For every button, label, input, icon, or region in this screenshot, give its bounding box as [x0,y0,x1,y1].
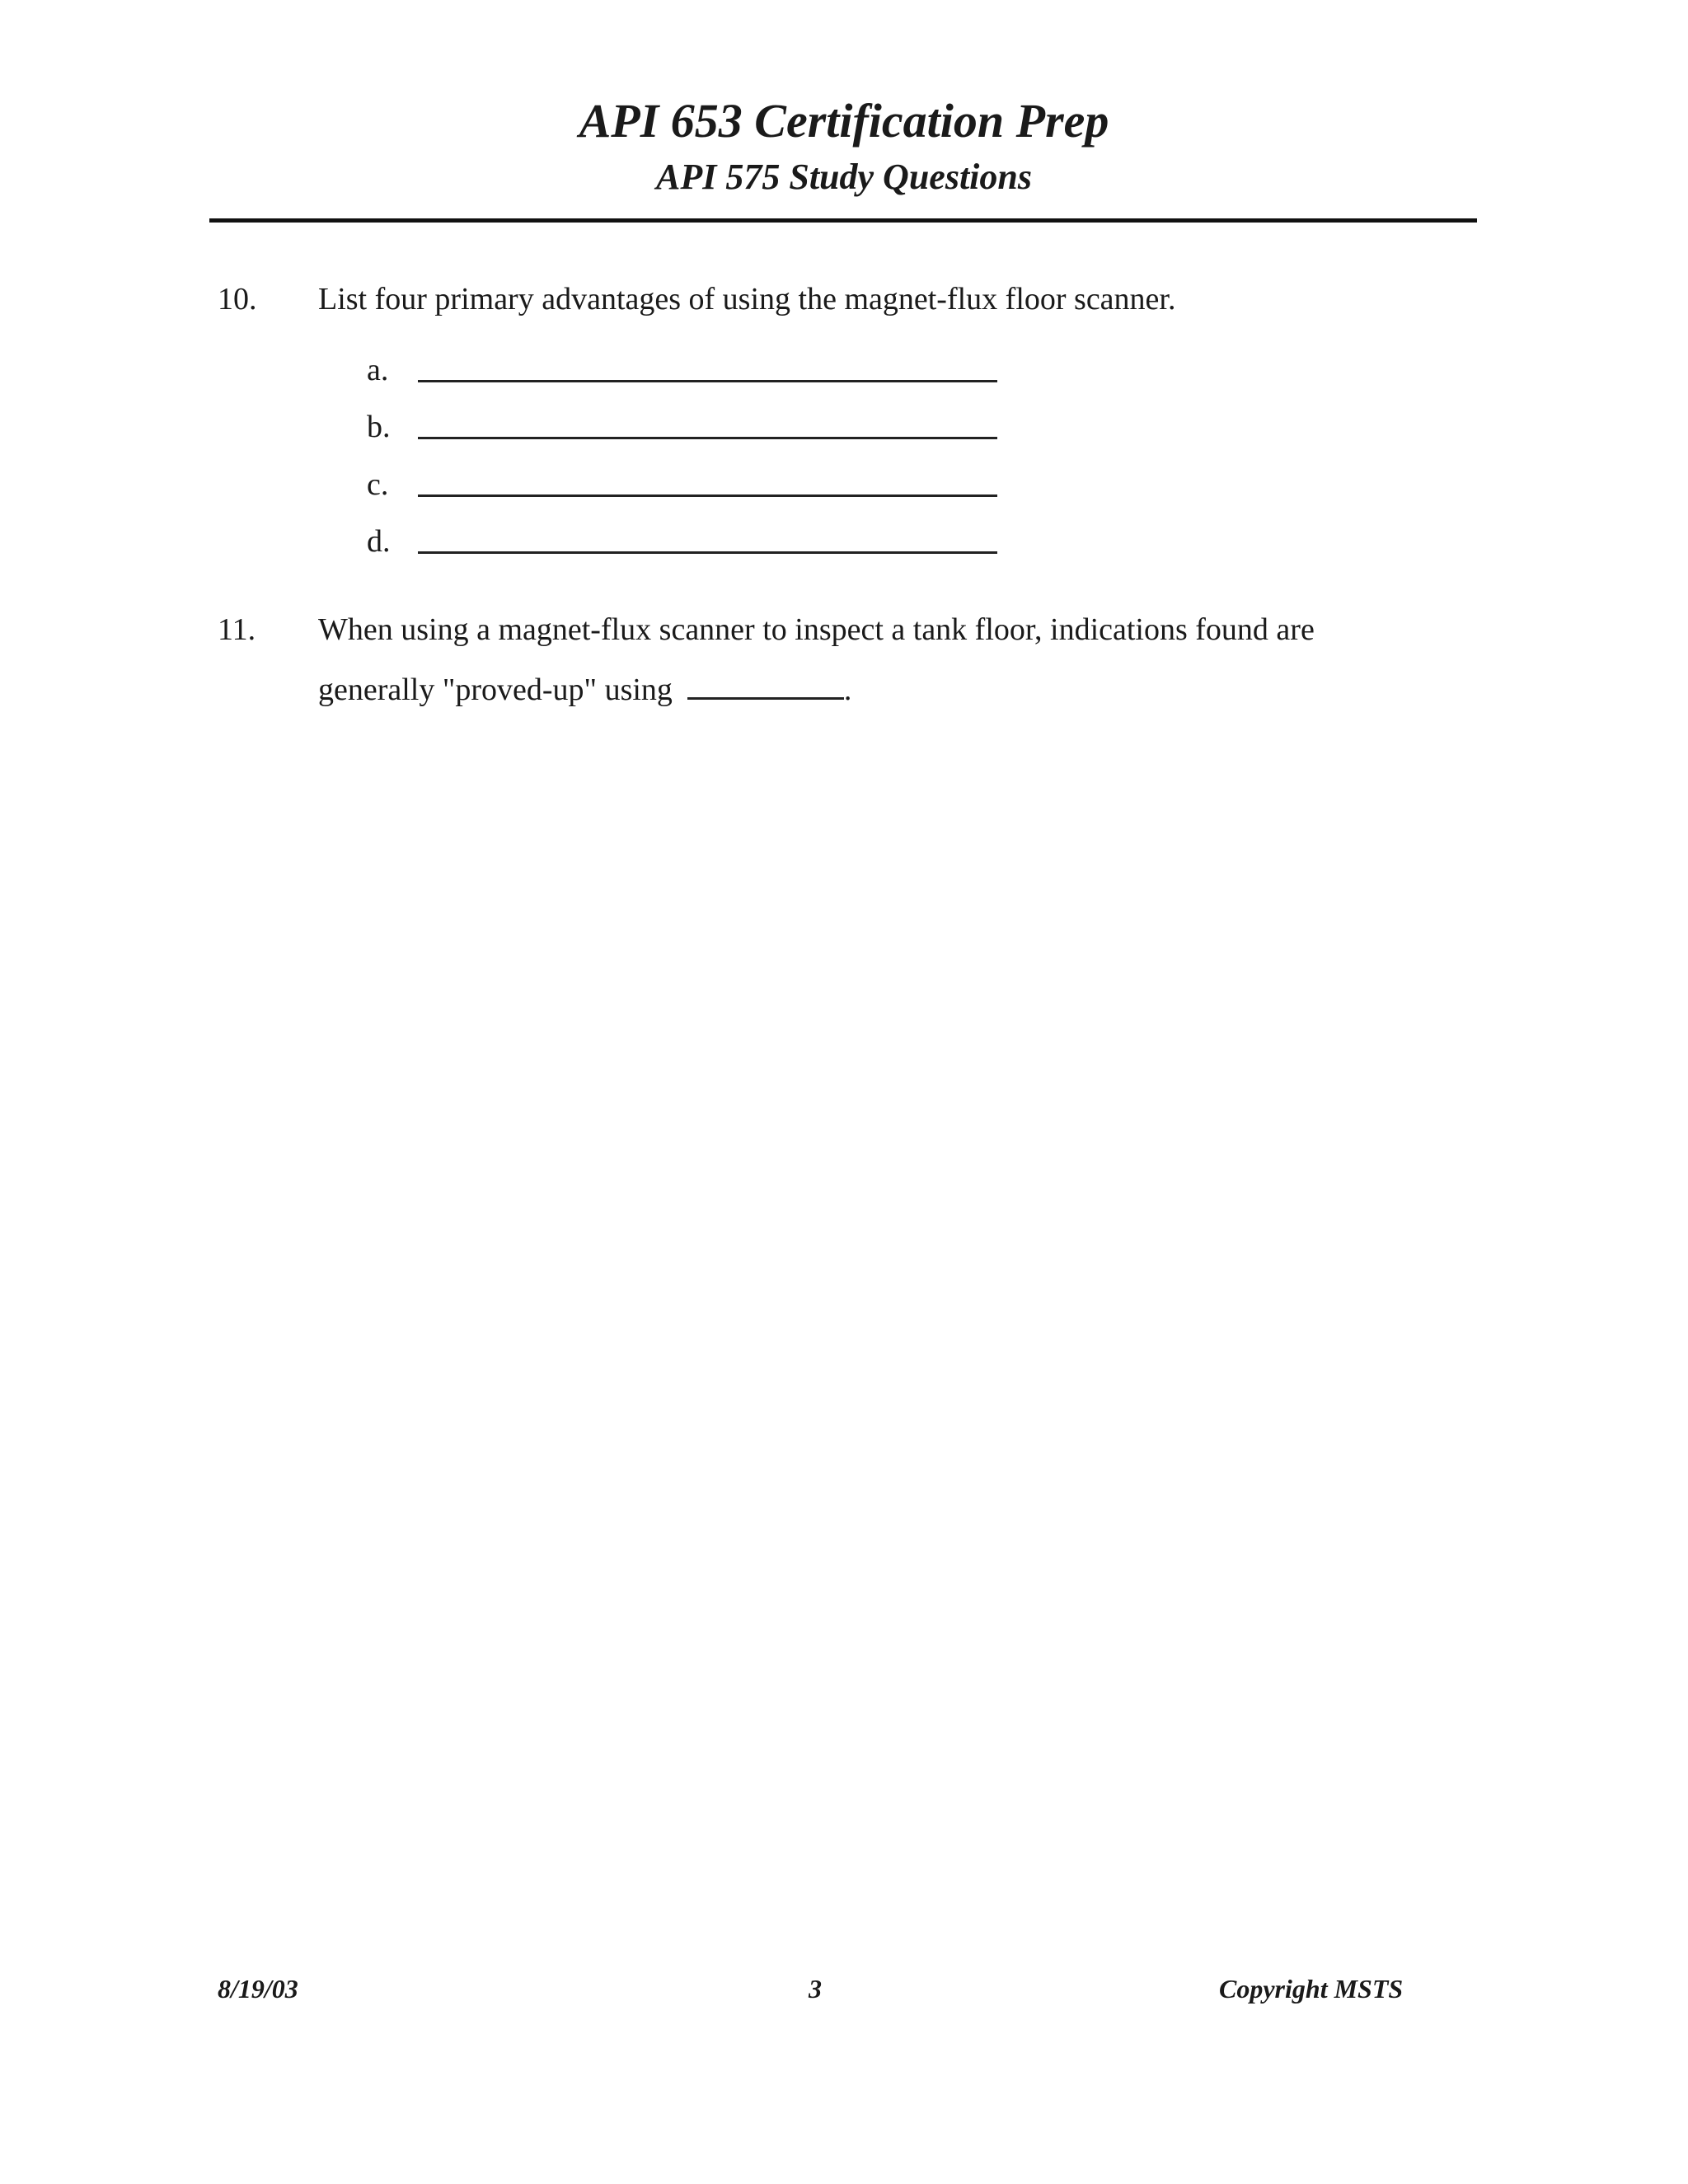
question-10-answer-line-d [418,551,997,554]
question-10-number: 10. [218,282,257,316]
question-11-text-line-2-lead: generally "proved-up" using [318,673,673,707]
question-11-text-line-2 [318,673,851,705]
question-11-text-line-2-period: . [843,673,852,707]
footer-date: 8/19/03 [218,1974,298,2004]
question-10-answer-line-b [418,437,997,439]
question-10-option-c-label: c. [367,467,389,502]
question-10-option-b-label: b. [367,410,391,444]
question-10-text: List four primary advantages of using the magnet-flux floor scanner. [318,282,1176,316]
question-10-option-a-label: a. [367,353,389,387]
question-10-answer-line-c [418,494,997,497]
document-subtitle: API 575 Study Questions [656,157,1032,197]
question-10-option-d-label: d. [367,524,391,559]
question-11-text-line-1: When using a magnet-flux scanner to inspect a tank floor, indications found are [318,612,1315,647]
document-title: API 653 Certification Prep [579,94,1109,148]
footer-copyright: Copyright MSTS [1219,1974,1404,2004]
header-divider [209,218,1477,223]
footer-page-number: 3 [809,1974,822,2004]
question-10-answer-line-a [418,380,997,382]
question-11-answer-blank [687,673,844,700]
question-11-number: 11. [218,612,256,647]
